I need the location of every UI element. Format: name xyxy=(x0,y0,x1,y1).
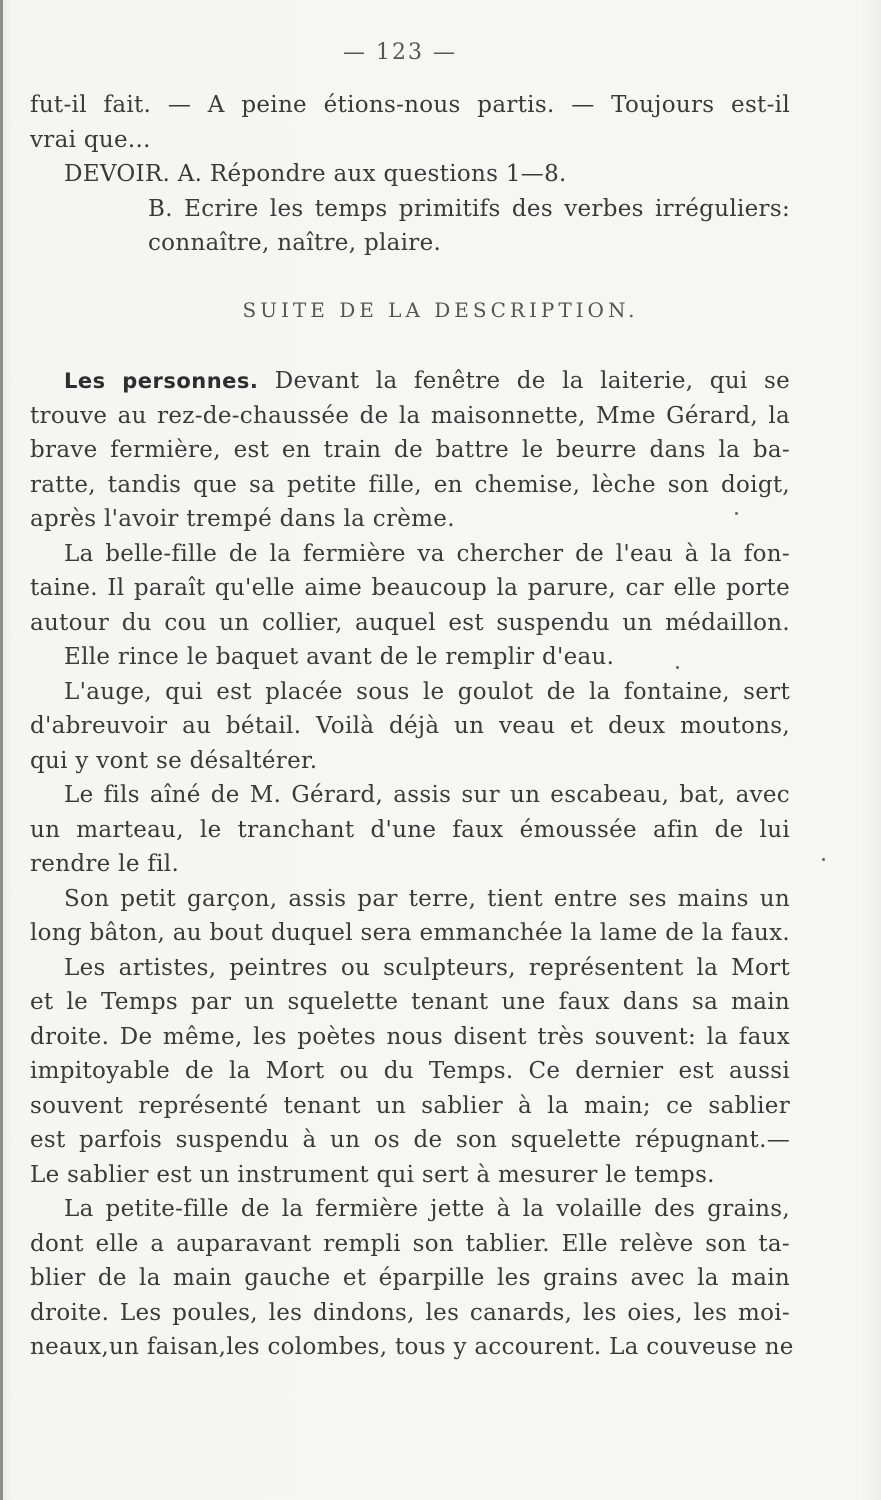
text-line: souvent représenté tenant un sablier à la main; ce sablier xyxy=(30,1092,790,1119)
paragraph-lead: Les personnes. xyxy=(64,369,259,393)
text-line: Les artistes, peintres ou sculpteurs, représentent la Mort xyxy=(64,954,790,981)
text-line: d'abreuvoir au bétail. Voilà déjà un veau et deux moutons, xyxy=(30,713,790,739)
text-line: brave fermière, est en train de battre le beurre dans la ba- xyxy=(30,437,790,463)
text-line: Le fils aîné de M. Gérard, assis sur un escabeau, bat, avec xyxy=(64,782,790,808)
text-line: rendre le fil. xyxy=(30,851,180,877)
text-line: Les personnes. Devant la fenêtre de la laiterie, qui se xyxy=(64,368,790,394)
text-line: qui y vont se désaltérer. xyxy=(30,747,318,774)
top-text-block xyxy=(30,88,790,261)
text-line: autour du cou un collier, auquel est suspendu un médaillon. xyxy=(30,609,790,636)
assignment-heading: DEVOIR. A. Répondre aux questions 1—8. xyxy=(64,161,567,187)
text-line: B. Ecrire les temps primitifs des verbes irréguliers: xyxy=(148,195,790,222)
text-line: trouve au rez-de-chaussée de la maisonnette, Mme Gérard, la xyxy=(30,402,790,429)
text-line: La belle-fille de la fermière va chercher de l'eau à la fon- xyxy=(64,540,790,567)
text-line: La petite-fille de la fermière jette à la volaille des grains, xyxy=(64,1196,790,1222)
text-line: après l'avoir trempé dans la crème. xyxy=(30,506,455,532)
body-text-block xyxy=(30,364,794,1365)
text-line: fut-il fait. — A peine étions-nous partis. — Toujours est-il xyxy=(30,92,790,118)
text-line: impitoyable de la Mort ou du Temps. Ce dernier est aussi xyxy=(30,1058,790,1084)
text-line: un marteau, le tranchant d'une faux émoussée afin de lui xyxy=(30,816,790,843)
text-line: dont elle a auparavant rempli son tablier. Elle relève son ta- xyxy=(30,1230,790,1257)
text-line: Elle rince le baquet avant de le remplir d'eau. xyxy=(64,644,615,670)
ink-speck xyxy=(735,512,738,515)
text-line: neaux,un faisan,les colombes, tous y accourent. La couveuse ne xyxy=(30,1334,794,1360)
text-line: blier de la main gauche et éparpille les grains avec la main xyxy=(30,1265,790,1291)
text-line: Son petit garçon, assis par terre, tient entre ses mains un xyxy=(64,885,790,912)
text-line: Le sablier est un instrument qui sert à mesurer le temps. xyxy=(30,1161,715,1188)
text-line: est parfois suspendu à un os de son squelette répugnant.— xyxy=(30,1127,790,1153)
section-heading: SUITE DE LA DESCRIPTION. xyxy=(242,298,639,322)
text-line: droite. Les poules, les dindons, les canards, les oies, les moi- xyxy=(30,1299,790,1326)
page-edge xyxy=(0,0,3,1500)
text-line: ratte, tandis que sa petite fille, en chemise, lèche son doigt, xyxy=(30,471,790,498)
text-line: vrai que... xyxy=(30,126,151,153)
text-line: connaître, naître, plaire. xyxy=(148,230,442,256)
page-number: — 123 — xyxy=(343,40,457,65)
text-line: L'auge, qui est placée sous le goulot de la fontaine, sert xyxy=(64,678,790,705)
ink-speck xyxy=(676,666,679,669)
ink-speck xyxy=(822,858,825,861)
text-line: droite. De même, les poètes nous disent très souvent: la faux xyxy=(30,1023,790,1050)
text-line: long bâton, au bout duquel sera emmanchée la lame de la faux. xyxy=(30,920,790,946)
text-line: taine. Il paraît qu'elle aime beaucoup la parure, car elle porte xyxy=(30,575,790,601)
text-line: et le Temps par un squelette tenant une faux dans sa main xyxy=(30,989,790,1015)
